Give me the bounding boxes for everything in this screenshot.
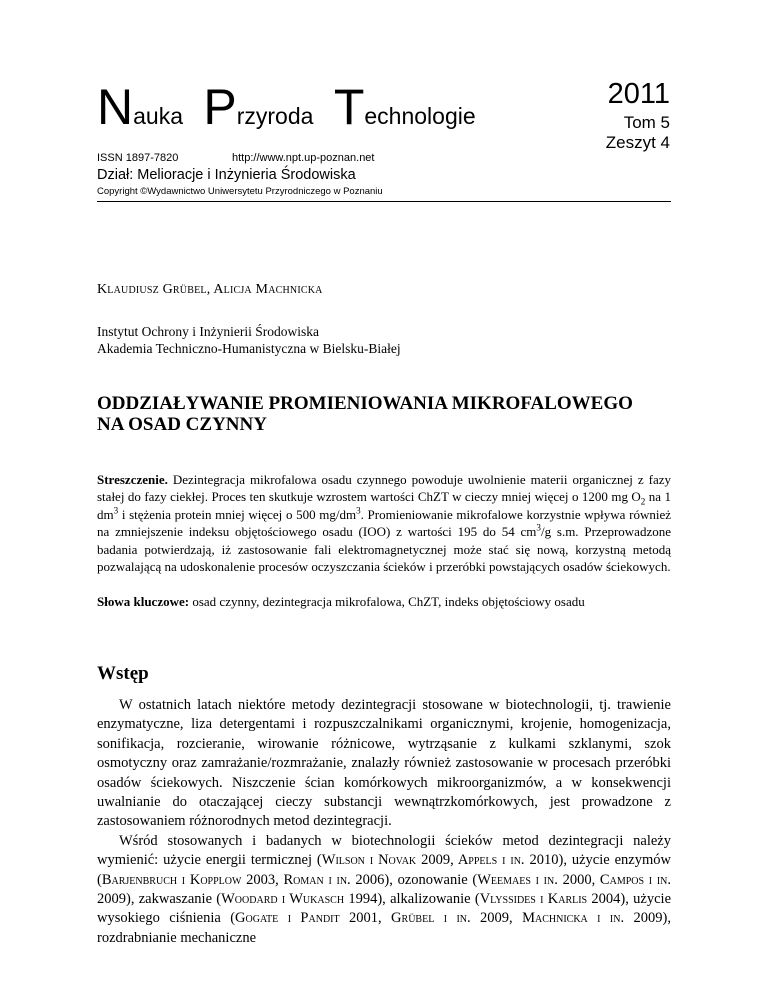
- citation: Vlyssides i Karlis 2004: [479, 891, 621, 908]
- article-title: [97, 393, 697, 435]
- header-divider: [97, 201, 671, 202]
- article-title-line-1: ODDZIAŁYWANIE PROMIENIOWANIA MIKROFALOWEGO: [97, 393, 633, 414]
- citation: Woodard i Wukasch 1994: [221, 891, 378, 908]
- journal-title: Nauka Przyroda Technologie: [97, 79, 476, 135]
- citation: Gogate i Pandit 2001, Grübel i in. 2009, Machnicka i in. 2009: [235, 910, 663, 927]
- article-authors: Klaudiusz Grübel, Alicja Machnicka: [97, 282, 323, 297]
- paragraph-1: W ostatnich latach niektóre metody dezintegracji stosowane w biotechnologii, tj. trawienie enzymatyczne, liza detergentami i rozpuszczalnikami organicznymi, krojenie, homogenizacja, sonifikacja, rozcieranie, wirowanie różnicowe, wytrząsanie z kulkami szklanymi, szok osmotyczny oraz zamrażanie/rozmrażanie, znalazły również zastosowanie w procesach przeróbki osadów ściekowych. Niszczenie ścian komórkowych mikroorganizmów, a w konsekwencji uwalnianie do otaczającej cieczy substancji wewnątrzkomórkowych, jest prowadzone z zastosowaniem różnorodnych metod dezintegracji.: [97, 697, 671, 830]
- journal-issue: Zeszyt 4: [605, 133, 670, 152]
- abstract: Streszczenie. Dezintegracja mikrofalowa osadu czynnego powoduje uwolnienie materii organicznej z fazy stałej do fazy ciekłej. Proces ten skutkuje wzrostem wartości ChZT w cieczy mniej więcej o 1200 mg $O_2$ na 1 $dm^3$ i stężenia protein mniej więcej o 500 $mg/dm^3$. Promieniowanie mikrofalowe korzystnie wpływa również na zmniejszenie indeksu objętościowego osadu (IOO) z wartości 195 do 54 $cm^3/g$ s.m. Przeprowadzone badania potwierdzają, iż zastosowanie fali elektromagnetycznej może stać się nową, korzystną metodą pozwalającą na udoskonalenie procesów oczyszczania ścieków i przeróbki powstających osadów ściekowych.: [97, 472, 671, 575]
- journal-volume: Tom 5: [623, 113, 670, 132]
- keywords-list: osad czynny, dezintegracja mikrofalowa, ChZT, indeks objętościowy osadu: [189, 594, 585, 609]
- section-heading: Wstęp: [97, 663, 149, 684]
- journal-department: Dział: Melioracje i Inżynieria Środowiska: [97, 167, 356, 183]
- affiliation-academy: Akademia Techniczno-Humanistyczna w Bielsku-Białej: [97, 341, 401, 356]
- citation: Barjenbruch i Kopplow 2003, Roman i in. 2006: [101, 871, 385, 888]
- section-body: [97, 696, 671, 948]
- journal-copyright: Copyright ©Wydawnictwo Uniwersytetu Przyrodniczego w Poznaniu: [97, 186, 383, 197]
- citation: Wilson i Novak 2009, Appels i in. 2010: [321, 852, 559, 869]
- citation: Weemaes i in. 2000, Campos i in. 2009: [97, 871, 672, 908]
- paragraph-2: Wśród stosowanych i badanych w biotechnologii ścieków metod dezintegracji należy wymienić: użycie energii termicznej (Wilson i Novak 2009, Appels i in. 2010), użycie enzymów (Barjenbruch i Kopplow 2003, Roman i in. 2006), ozonowanie (Weemaes i in. 2000, Campos i in. 2009), zakwaszanie (Woodard i Wukasch 1994), alkalizowanie (Vlyssides i Karlis 2004), użycie wysokiego ciśnienia (Gogate i Pandit 2001, Grübel i in. 2009, Machnicka i in. 2009), rozdrabnianie mechaniczne: [97, 832, 672, 946]
- affiliation-institute: Instytut Ochrony i Inżynierii Środowiska: [97, 324, 319, 339]
- keywords-label: Słowa kluczowe:: [97, 594, 190, 609]
- keywords: [97, 594, 697, 610]
- article-title-line-2: NA OSAD CZYNNY: [97, 414, 267, 435]
- journal-year: 2011: [607, 78, 670, 110]
- journal-url[interactable]: http://www.npt.up-poznan.net: [232, 152, 375, 164]
- journal-issn: ISSN 1897-7820: [97, 152, 179, 164]
- author-affiliation: [97, 323, 401, 357]
- abstract-label: Streszczenie.: [97, 472, 168, 487]
